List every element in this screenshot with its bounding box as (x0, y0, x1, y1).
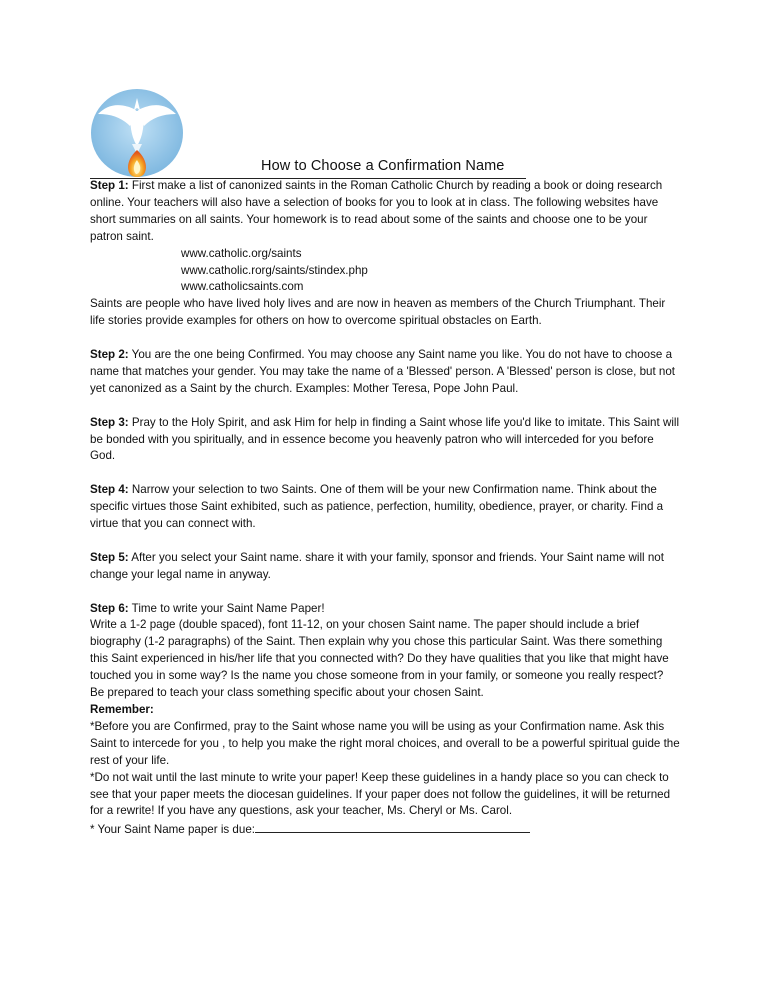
step-2-paragraph (90, 347, 680, 398)
remember-heading: Remember: (90, 703, 154, 717)
step-4-paragraph (90, 482, 680, 533)
saints-description: Saints are people who have lived holy lives and are now in heaven as members of the Church Triumphant. Their life stories provide examples for others on how to overcome spiritual obstacles on Earth. (90, 297, 666, 328)
website-link-1: www.catholic.org/saints (181, 246, 302, 260)
remember-item-2: *Do not wait until the last minute to write your paper! Keep these guidelines in a handy place so you can check to see that your paper meets the diocesan guidelines. If your paper does not follow the guidelines, it will be returned for a rewrite! If you have any questions, ask your teacher, Ms. Cheryl or Ms. Carol. (90, 770, 671, 818)
step-4-text: Narrow your selection to two Saints. One of them will be your new Confirmation name. Think about the specific virtues those Saint exhibited, such as patience, perfection, humility, obedience, prayer, or charity. Find a virtue that you can connect with. (90, 483, 664, 531)
step-1-paragraph (90, 178, 680, 246)
remember-item-1: *Before you are Confirmed, pray to the Saint whose name you will be using as your Confirmation name. Ask this Saint to intercede for you , to help you make the right moral choices, and overall to be a powerful spiritual guide the rest of your life. (90, 719, 680, 767)
page-title: How to Choose a Confirmation Name (261, 158, 505, 174)
document-body (90, 178, 680, 839)
step-2-label: Step 2: (90, 348, 129, 362)
step-2-text: You are the one being Confirmed. You may choose any Saint name you like. You do not have to choose a name that matches your gender. You may take the name of a 'Blessed' person. A 'Blessed' person is close, but not yet canonized as a Saint by the church. Examples: Mother Teresa, Pope John Paul. (90, 348, 676, 395)
step-5-paragraph (90, 550, 680, 584)
step-5-label: Step 5: (90, 550, 129, 564)
step-3-paragraph (90, 415, 680, 466)
due-date-label: * Your Saint Name paper is due: (90, 823, 255, 837)
step-3-text: Pray to the Holy Spirit, and ask Him for help in finding a Saint whose life you'd like to imitate. This Saint will be bonded with you spiritually, and in essence become you heavenly patron who will interceded for you before God. (90, 415, 680, 463)
due-date-blank (255, 820, 530, 833)
title-underline (90, 158, 526, 179)
website-link-3: www.catholicsaints.com (181, 280, 304, 294)
website-link-2: www.catholic.rorg/saints/stindex.php (181, 263, 368, 277)
step-1-label: Step 1: (90, 179, 129, 192)
step-6-heading (90, 601, 680, 618)
step-6-label: Step 6: (90, 601, 129, 615)
step-6-body: Write a 1-2 page (double spaced), font 11-12, on your chosen Saint name. The paper should include a brief biography (1-2 paragraphs) of the Saint. Then explain why you chose this particular Saint. Was there something this Saint experienced in his/her life that you connected with? Do they have qualities that you like that might have touched you in some way? Is the name you chose someone from in your family, or someone you really respect? Be prepared to teach your class something specific about your chosen Saint. (90, 618, 669, 700)
step-5-text: After you select your Saint name. share it with your family, sponsor and friends. Your Saint name will not change your legal name in anyway. (90, 550, 664, 581)
step-4-label: Step 4: (90, 483, 129, 497)
due-date-line (90, 820, 680, 839)
step-3-label: Step 3: (90, 415, 129, 429)
step-6-text: Time to write your Saint Name Paper! (131, 601, 325, 615)
step-1-text: First make a list of canonized saints in the Roman Catholic Church by reading a book or doing research online. Your teachers will also have a selection of books for you to look at in class. The following websites have short summaries on all saints. Your homework is to read about some of the saints and choose one to be your patron saint. (90, 179, 663, 243)
